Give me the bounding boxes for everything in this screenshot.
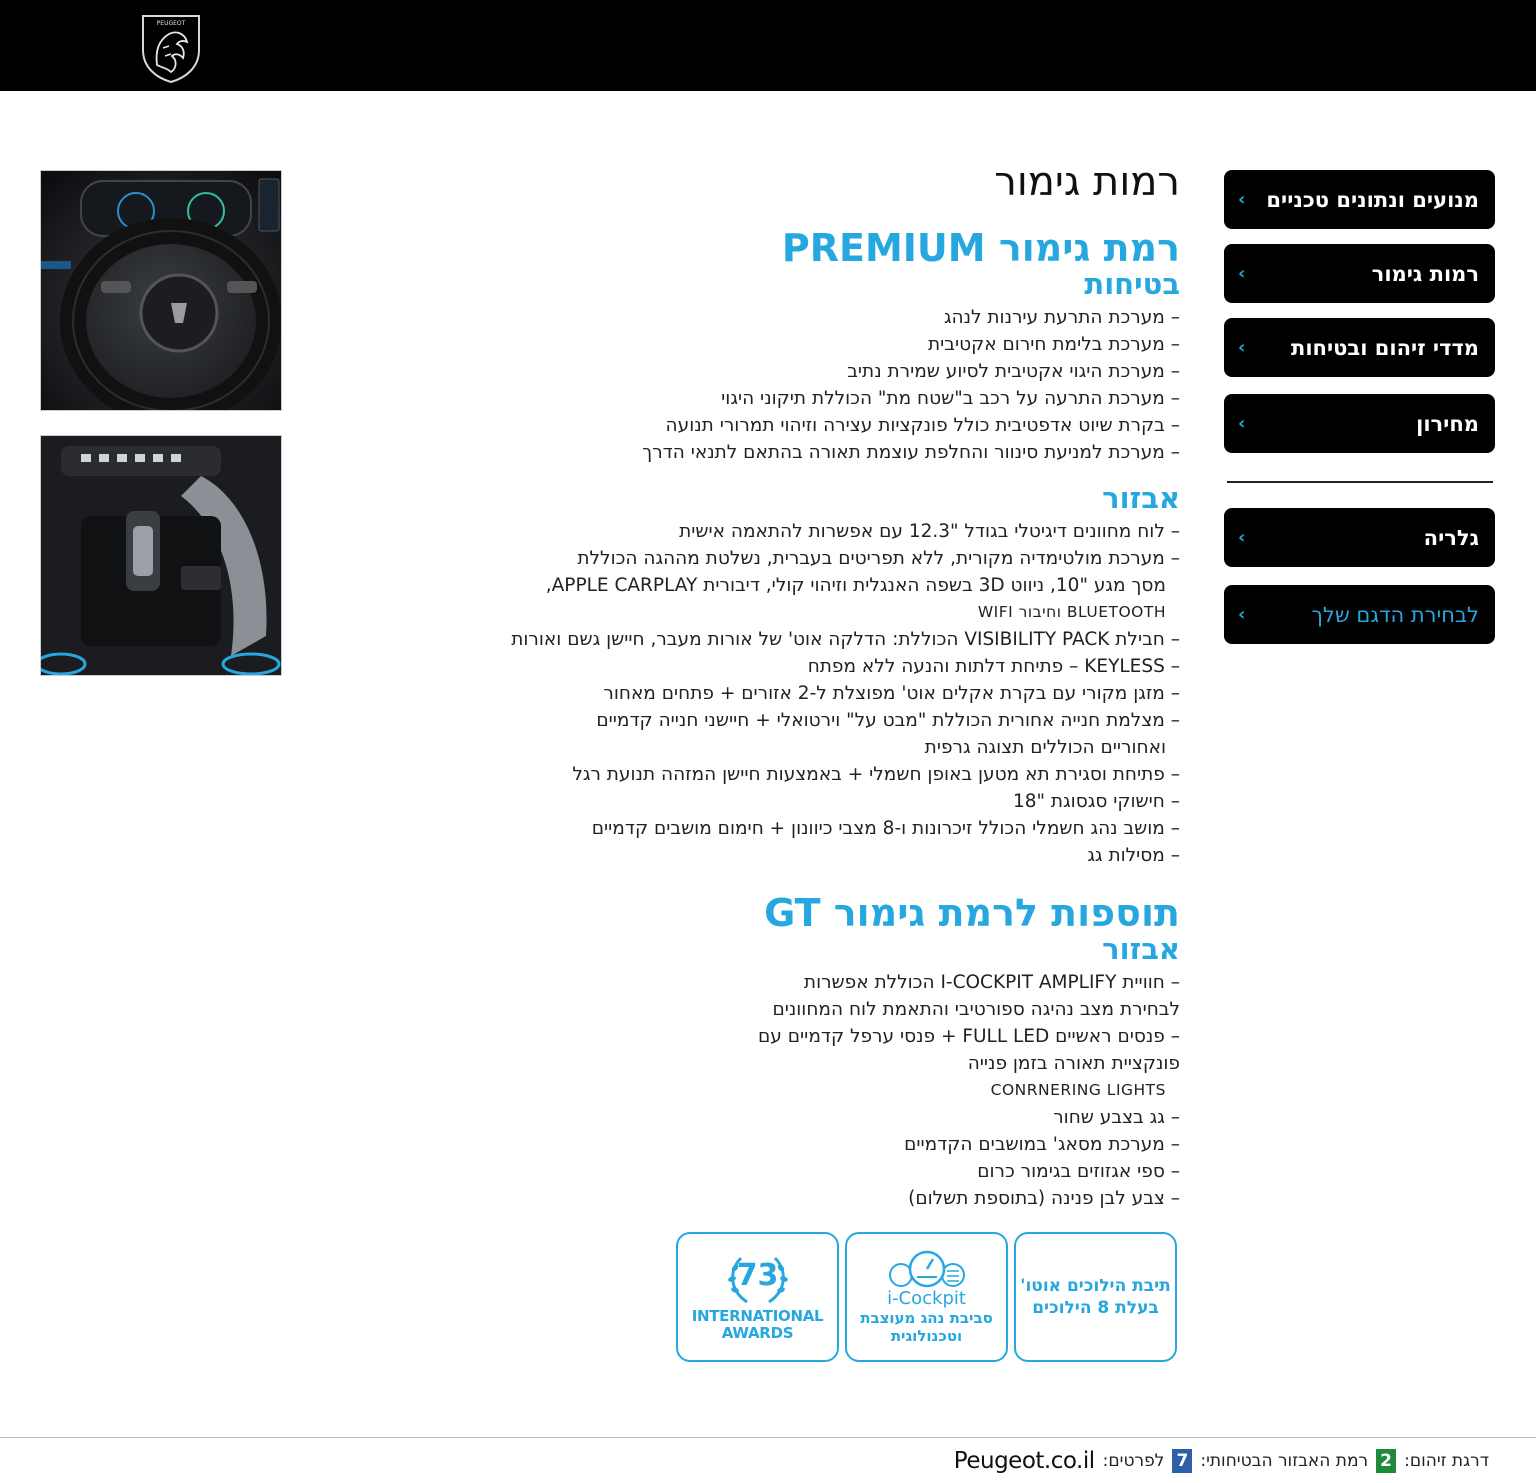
premium-safety-heading: בטיחות xyxy=(1084,267,1180,301)
gearbox-badge xyxy=(1014,1232,1177,1362)
gt-equipment-list xyxy=(480,969,1180,1212)
list-item-continuation: פונקציית תאורה בזמן פנייה xyxy=(967,1053,1180,1074)
badge-line: סביבת נהג מעוצבת xyxy=(860,1309,993,1327)
footer xyxy=(954,1446,1489,1476)
list-item: – חבילת VISIBILITY PACK הכוללת: הדלקה אוט' של אורות מעבר, חיישן גשם ואורות xyxy=(511,629,1180,650)
badge-line: תיבת הילוכים אוטו' xyxy=(1020,1276,1171,1296)
list-item: – מערכת התרעה על רכב ב"שטח מת" הכוללת תיקוני היגוי xyxy=(721,388,1180,409)
list-item-continuation: BLUETOOTH וחיבור WIFI xyxy=(977,603,1166,621)
list-item: – פנסים ראשיים FULL LED + פנסי ערפל קדמיים עם xyxy=(758,1026,1180,1047)
safety-level-badge: 7 xyxy=(1172,1449,1192,1473)
nav-item-label: רמות גימור xyxy=(1371,261,1479,286)
badge-line: INTERNATIONAL xyxy=(691,1307,824,1325)
nav-divider xyxy=(1227,481,1493,483)
list-item: – מושב נהג חשמלי הכולל זיכרונות ו-8 מצבי כיוונון + חימום מושבים קדמיים xyxy=(591,818,1180,839)
nav-gallery-button[interactable] xyxy=(1224,508,1495,567)
list-item: – מצלמת חנייה אחורית הכוללת "מבט על" וירטואלי + חיישני חנייה קדמיים xyxy=(596,710,1180,731)
list-item: – מערכת התרעת עירנות לנהג xyxy=(943,307,1180,328)
center-console-photo xyxy=(40,435,282,676)
badge-line: AWARDS xyxy=(721,1324,794,1342)
nav-item-label: מחירון xyxy=(1416,411,1479,436)
premium-equipment-heading: אבזור xyxy=(1102,481,1180,515)
premium-trim-title: רמת גימור PREMIUM xyxy=(781,226,1180,270)
list-item: – מסילות גג xyxy=(1087,845,1180,866)
nav-item-label: לבחירת הדגם שלך xyxy=(1311,602,1479,627)
svg-text:PEUGEOT: PEUGEOT xyxy=(156,20,186,27)
list-item: – מזגן מקורי עם בקרת אקלים אוט' מפוצלת ל-2 אזורים + פתחים מאחור xyxy=(603,683,1180,704)
dashboard-gauge-icon xyxy=(881,1249,973,1289)
chevron-left-icon: › xyxy=(1238,337,1246,358)
list-item: – חישוקי סגסוגת "18 xyxy=(1012,791,1180,812)
pollution-label: דרגת זיהום: xyxy=(1404,1451,1489,1471)
list-item-continuation: ואחוריים הכוללים תצוגה גרפית xyxy=(924,737,1166,758)
badge-line: וטכנולוגית xyxy=(890,1327,963,1345)
list-item: – KEYLESS – פתיחת דלתות והנעה ללא מפתח xyxy=(807,656,1180,677)
chevron-left-icon: › xyxy=(1238,263,1246,284)
safety-label: רמת האבזור הבטיחותי: xyxy=(1200,1451,1369,1471)
list-item: – מערכת מסאג' במושבים הקדמיים xyxy=(904,1134,1180,1155)
badge-line: בעלת 8 הילוכים xyxy=(1032,1298,1159,1318)
peugeot-lion-logo[interactable] xyxy=(137,10,205,84)
details-label: לפרטים: xyxy=(1102,1451,1165,1471)
page-title: רמות גימור xyxy=(994,159,1180,205)
badge-brand: i-Cockpit xyxy=(887,1288,966,1309)
chevron-left-icon: › xyxy=(1238,189,1246,210)
icockpit-badge xyxy=(845,1232,1008,1362)
nav-engines-tech-data-button[interactable] xyxy=(1224,170,1495,229)
list-item: – פתיחת וסגירת תא מטען באופן חשמלי + באמצעות חיישן המזהה תנועת רגל xyxy=(572,764,1180,785)
list-item: – בקרת שיוט אדפטיבית כולל פונקציות עצירה וזיהוי תמרורי תנועה xyxy=(665,415,1180,436)
gt-trim-title: תוספות לרמת גימור GT xyxy=(764,891,1180,935)
nav-item-label: גלריה xyxy=(1423,525,1479,550)
awards-badge xyxy=(676,1232,839,1362)
list-item-continuation: CONRNERING LIGHTS xyxy=(990,1081,1166,1099)
list-item-continuation: מסך מגע "10, ניווט 3D בשפה האנגלית וזיהוי קולי, דיבורית APPLE CARPLAY, xyxy=(545,575,1166,596)
website-link[interactable]: Peugeot.co.il xyxy=(953,1448,1095,1474)
chevron-left-icon: › xyxy=(1238,604,1246,625)
chevron-left-icon: › xyxy=(1238,413,1246,434)
list-item: – ספי אגזוזים בגימור כרום xyxy=(977,1161,1180,1182)
list-item: – מערכת למניעת סינוור והחלפת עוצמת תאורה בהתאם לתנאי הדרך xyxy=(642,442,1180,463)
list-item: – צבע לבן פנינה (בתוספת תשלום) xyxy=(908,1188,1180,1209)
list-item: – לוח מחוונים דיגיטלי בגודל "12.3 עם אפשרות להתאמה אישית xyxy=(679,521,1180,542)
nav-item-label: מדדי זיהום ובטיחות xyxy=(1291,335,1479,360)
premium-equipment-list xyxy=(480,518,1180,869)
awards-count: 73 xyxy=(736,1258,779,1293)
steering-wheel-photo xyxy=(40,170,282,411)
list-item: – גג בצבע שחור xyxy=(1053,1107,1180,1128)
list-item-continuation: לבחירת מצב נהיגה ספורטיבי והתאמת לוח המחוונים xyxy=(772,999,1180,1020)
list-item: – מערכת מולטימדיה מקורית, ללא תפריטים בעברית, נשלטת מההגה הכוללת xyxy=(577,548,1180,569)
list-item: – מערכת היגוי אקטיבית לסיוע שמירת נתיב xyxy=(847,361,1180,382)
top-bar xyxy=(0,0,1536,91)
pollution-level-badge: 2 xyxy=(1376,1449,1396,1473)
gt-equipment-heading: אבזור xyxy=(1102,932,1180,966)
nav-choose-model-button[interactable] xyxy=(1224,585,1495,644)
list-item: – מערכת בלימת חירום אקטיבית xyxy=(928,334,1180,355)
list-item: – חוויית I-COCKPIT AMPLIFY הכוללת אפשרות xyxy=(803,972,1180,993)
chevron-left-icon: › xyxy=(1238,527,1246,548)
nav-price-list-button[interactable] xyxy=(1224,394,1495,453)
main-content xyxy=(480,160,1180,1212)
laurel-wreath-icon xyxy=(723,1252,793,1308)
nav-item-label: מנועים ונתונים טכניים xyxy=(1266,187,1479,212)
footer-divider xyxy=(0,1437,1536,1438)
nav-pollution-safety-button[interactable] xyxy=(1224,318,1495,377)
nav-trim-levels-button[interactable] xyxy=(1224,244,1495,303)
premium-safety-list xyxy=(480,304,1180,466)
